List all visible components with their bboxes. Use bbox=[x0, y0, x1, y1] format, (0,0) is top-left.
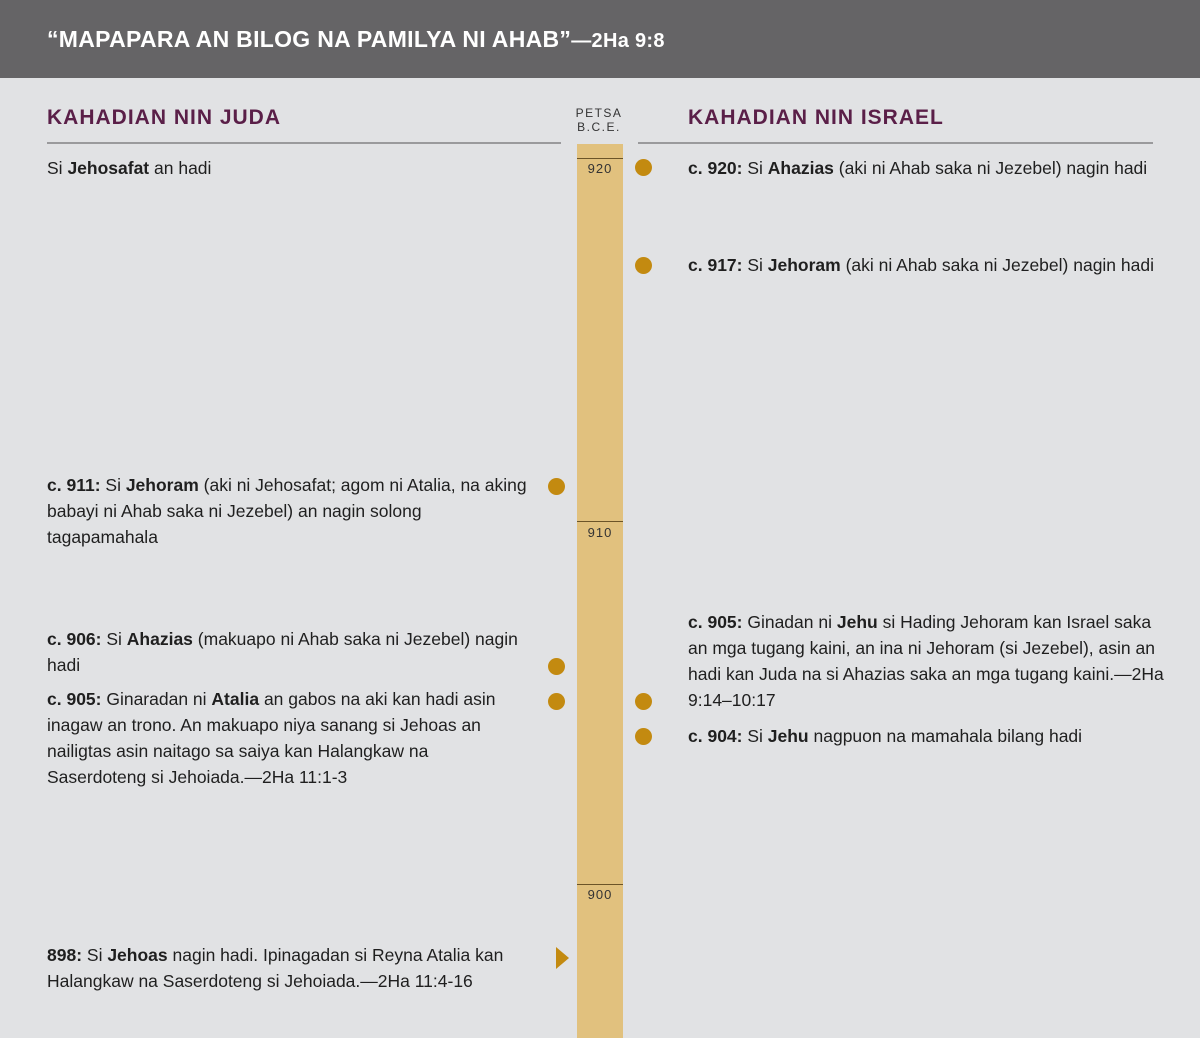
timeline-heading bbox=[570, 106, 628, 134]
event-marker-dot bbox=[635, 257, 652, 274]
juda-event: 898: Si Jehoas nagin hadi. Ipinagadan si Reyna Atalia kan Halangkaw na Saserdoteng si Jehoiada.—2Ha 11:4-16 bbox=[47, 945, 504, 991]
timeline-label-date: PETSA bbox=[575, 106, 623, 120]
timeline-label-era: B.C.E. bbox=[577, 120, 621, 134]
israel-divider bbox=[638, 142, 1153, 144]
event-marker-dot bbox=[548, 693, 565, 710]
juda-event: c. 906: Si Ahazias (makuapo ni Ahab saka ni Jezebel) nagin hadi bbox=[47, 629, 518, 675]
israel-event: c. 905: Ginadan ni Jehu si Hading Jehoram kan Israel saka an mga tugang kaini, an ina ni Jehoram (si Jezebel), asin an hadi kan Juda na si Ahazias saka an mga tugang kaini.—2Ha 9:14–10:17 bbox=[688, 612, 1164, 710]
timeline-tick bbox=[577, 884, 623, 885]
timeline-tick-label: 900 bbox=[587, 887, 613, 902]
juda-divider bbox=[47, 142, 561, 144]
event-marker-dot bbox=[635, 693, 652, 710]
israel-event: c. 917: Si Jehoram (aki ni Ahab saka ni Jezebel) nagin hadi bbox=[688, 255, 1154, 275]
title-text: “MAPAPARA AN BILOG NA PAMILYA NI AHAB” bbox=[47, 26, 572, 52]
juda-event: c. 911: Si Jehoram (aki ni Jehosafat; agom ni Atalia, na aking babayi ni Ahab saka ni Jezebel) an nagin solong tagapamahala bbox=[47, 475, 527, 547]
juda-event: Si Jehosafat an hadi bbox=[47, 158, 212, 178]
event-marker-dot bbox=[548, 658, 565, 675]
timeline-tick-label: 920 bbox=[587, 161, 613, 176]
juda-column-title: KAHADIAN NIN JUDA bbox=[47, 106, 282, 129]
header-banner bbox=[0, 0, 1200, 78]
event-marker-dot bbox=[635, 728, 652, 745]
israel-column-title: KAHADIAN NIN ISRAEL bbox=[688, 106, 944, 129]
israel-event: c. 920: Si Ahazias (aki ni Ahab saka ni Jezebel) nagin hadi bbox=[688, 158, 1148, 178]
timeline-tick-label: 910 bbox=[587, 525, 613, 540]
juda-event: c. 905: Ginaradan ni Atalia an gabos na aki kan hadi asin inagaw an trono. An makuapo niya sanang si Jehoas an nailigtas asin naitago sa saiya kan Halangkaw na Saserdoteng si Jehoiada.—2Ha 11:1-3 bbox=[47, 689, 496, 787]
page-title bbox=[47, 26, 665, 53]
timeline-tick bbox=[577, 158, 623, 159]
timeline-bar bbox=[577, 144, 623, 1038]
event-marker-dot bbox=[635, 159, 652, 176]
event-marker-dot bbox=[548, 478, 565, 495]
timeline-tick bbox=[577, 521, 623, 522]
israel-event: c. 904: Si Jehu nagpuon na mamahala bilang hadi bbox=[688, 726, 1083, 746]
event-marker-arrow-icon bbox=[556, 947, 569, 969]
title-reference: —2Ha 9:8 bbox=[571, 30, 665, 52]
